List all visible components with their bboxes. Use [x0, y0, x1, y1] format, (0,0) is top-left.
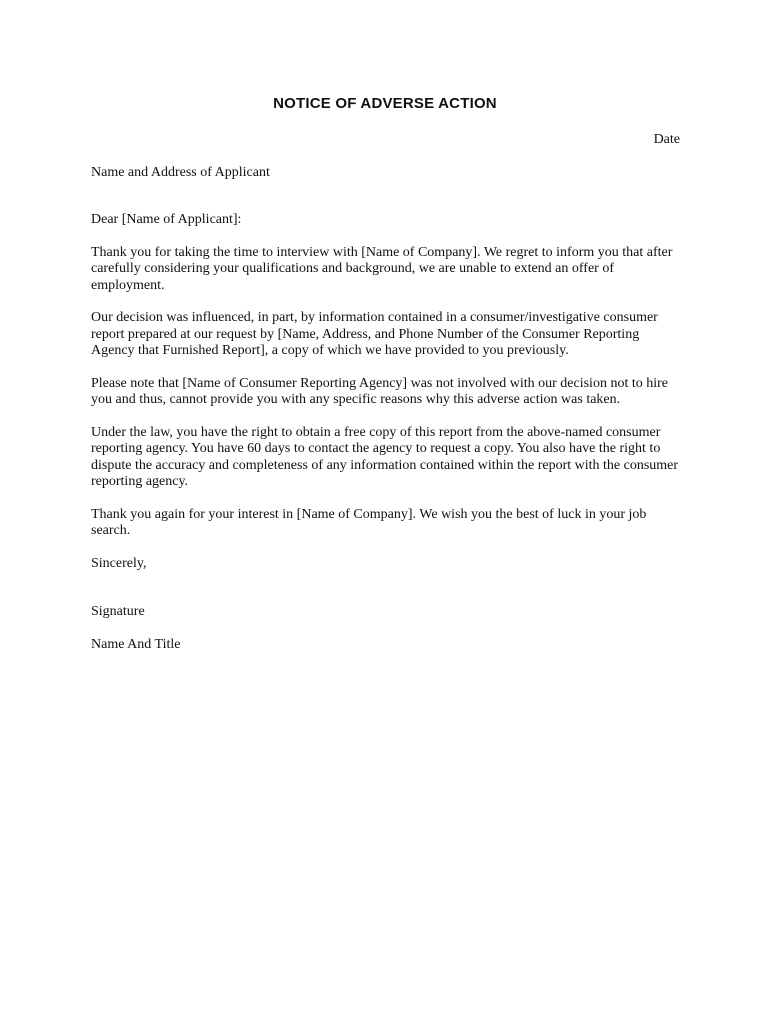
paragraph-thanks: Thank you again for your interest in [Name of Company]. We wish you the best of luck in your job search. [91, 506, 647, 538]
document-title: NOTICE OF ADVERSE ACTION [273, 95, 497, 112]
applicant-address: Name and Address of Applicant [91, 165, 270, 180]
closing: Sincerely, [91, 555, 147, 571]
signature-line: Signature [91, 604, 145, 619]
salutation: Dear [Name of Applicant]: [91, 212, 242, 227]
name-and-title: Name And Title [91, 636, 181, 652]
paragraph-interview: Thank you for taking the time to interview with [Name of Company]. We regret to inform you that after carefully considering your qualifications and background, we are unable to extend an offer of employment. [91, 244, 673, 293]
date-field: Date [653, 132, 680, 147]
paragraph-rights: Under the law, you have the right to obtain a free copy of this report from the above-named consumer reporting agency. You have 60 days to contact the agency to request a copy. You also have the right to dispute the accuracy and completeness of any information contained within the report with the consumer reporting agency. [91, 424, 679, 489]
letter-body [91, 212, 681, 653]
paragraph-decision: Our decision was influenced, in part, by information contained in a consumer/investigative consumer report prepared at our request by [Name, Address, and Phone Number of the Consumer Reporting Agency that Furnished Report], a copy of which we have provided to you previously. [91, 310, 658, 358]
paragraph-agency-note: Please note that [Name of Consumer Reporting Agency] was not involved with our decision not to hire you and thus, cannot provide you with any specific reasons why this adverse action was taken. [91, 375, 668, 407]
